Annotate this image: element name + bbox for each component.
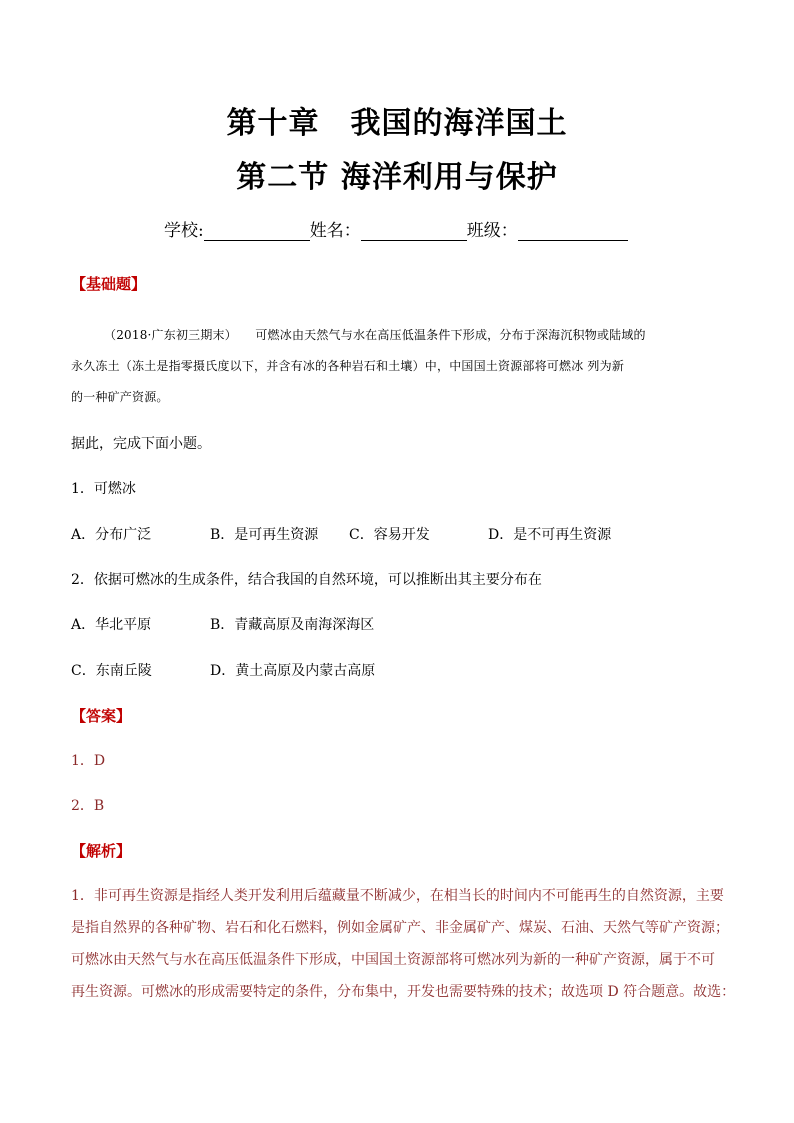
question-1-option-d: D．是不可再生资源 (488, 527, 612, 543)
name-blank[interactable] (361, 221, 467, 241)
question-2-option-b: B．青藏高原及南海深海区 (210, 617, 375, 633)
analysis-line-3: 可燃冰由天然气与水在高压低温条件下形成，中国国土资源部将可燃冰列为新的一种矿产资源，属于不可 (71, 952, 715, 968)
question-2-option-a: A．华北平原 (71, 617, 152, 633)
class-blank[interactable] (518, 221, 628, 241)
analysis-section-label: 【解析】 (71, 842, 132, 860)
student-info-line (164, 216, 628, 241)
answer-section-label: 【答案】 (71, 707, 132, 725)
basic-section-label: 【基础题】 (71, 275, 147, 293)
name-label: 姓名： (309, 221, 361, 241)
question-1-stem: 1．可燃冰 (71, 481, 136, 497)
question-2-option-d: D．黄土高原及内蒙古高原 (210, 663, 376, 679)
question-2-option-c: C．东南丘陵 (71, 663, 152, 679)
question-1-option-a: A．分布广泛 (71, 527, 152, 543)
intro-line-1: （2018·广东初三期末） 可燃冰由天然气与水在高压低温条件下形成，分布于深海沉积物或陆域的 (104, 328, 646, 342)
section-title: 第二节 海洋利用与保护 (236, 160, 558, 195)
intro-line-3: 的一种矿产资源。 (71, 390, 169, 404)
question-1-option-c: C．容易开发 (349, 527, 430, 543)
answer-2: 2．B (71, 798, 105, 814)
class-label: 班级： (466, 221, 518, 241)
prompt-text: 据此，完成下面小题。 (71, 436, 211, 452)
analysis-line-4: 再生资源。可燃冰的形成需要特定的条件，分布集中，开发也需要特殊的技术；故选项 D 符合题意。故选： (71, 984, 736, 1000)
answer-1: 1．D (71, 753, 106, 769)
school-label: 学校: (164, 221, 204, 241)
analysis-line-2: 是指自然界的各种矿物、岩石和化石燃料，例如金属矿产、非金属矿产、煤炭、石油、天然气等矿产资源； (71, 920, 729, 936)
question-2-stem: 2．依据可燃冰的生成条件，结合我国的自然环境，可以推断出其主要分布在 (71, 572, 542, 588)
analysis-line-1: 1．非可再生资源是指经人类开发利用后蕴藏量不断减少，在相当长的时间内不可能再生的自然资源，主要 (71, 888, 724, 904)
chapter-title: 第十章 我国的海洋国土 (226, 106, 568, 141)
question-1-option-b: B．是可再生资源 (210, 527, 319, 543)
school-blank[interactable] (204, 221, 310, 241)
intro-line-2: 永久冻土（冻土是指零摄氏度以下，并含有冰的各种岩石和土壤）中，中国国土资源部将可燃冰 列为新 (71, 359, 625, 373)
